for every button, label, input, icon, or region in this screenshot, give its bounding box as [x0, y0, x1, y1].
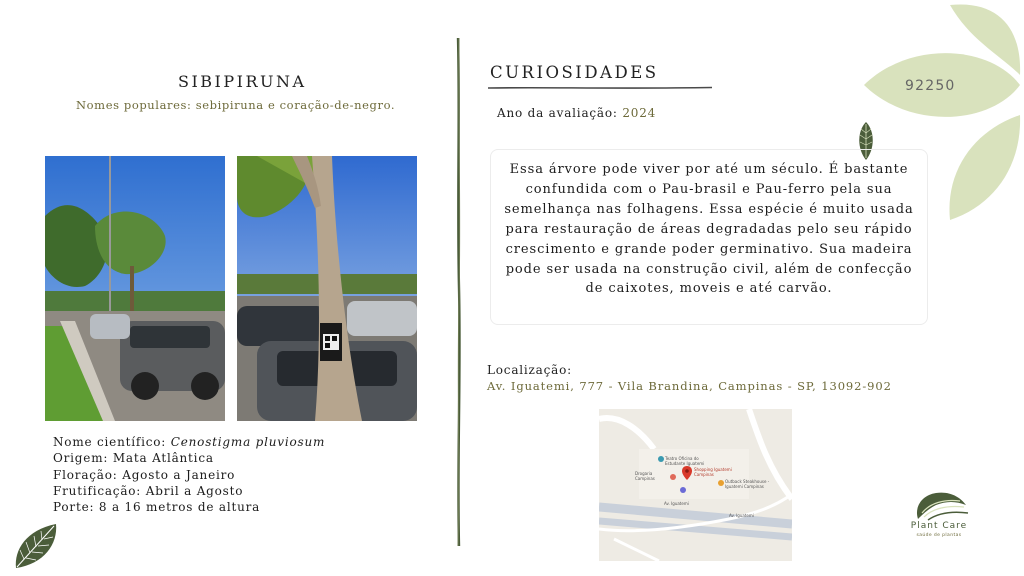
- map-label-theatre: Teatro Oficina do Estudante Iguatemi: [665, 456, 705, 466]
- evaluation-year-label: Ano da avaliação:: [497, 106, 623, 120]
- map-label-road-2: Av. Iguatemi: [729, 513, 754, 518]
- fruiting-row: Frutificação: Abril a Agosto: [53, 483, 244, 498]
- evaluation-year-value: 2024: [622, 106, 657, 120]
- map-label-road-1: Av. Iguatemi: [664, 501, 689, 506]
- brand-tagline: saúde de plantas: [916, 533, 962, 538]
- location-address: Av. Iguatemi, 777 - Vila Brandina, Campinas - SP, 13092-902: [487, 379, 892, 393]
- popular-names: Nomes populares: sebipiruna e coração-de-negro.: [76, 98, 396, 112]
- location-label: Localização:: [487, 363, 572, 377]
- brand-name: Plant Care: [910, 521, 968, 531]
- size-row: Porte: 8 a 16 metros de altura: [53, 500, 261, 515]
- vertical-divider: [454, 38, 464, 546]
- scientific-name-label: Nome científico:: [53, 435, 171, 449]
- map-label-shopping: Shopping Iguatemi Campinas: [694, 467, 732, 477]
- plant-name: SIBIPIRUNA: [178, 72, 307, 91]
- map-pin-icon[interactable]: [682, 466, 692, 480]
- curiosities-text: Essa árvore pode viver por até um século. É bastante confundida com o Pau-brasil e Pau-ferro pela sua semelhança nas folhagens. Essa espécie é muito usada para restauração de áreas degradadas pelo seu rápido crescimento e grande poder germinativo. Sua madeira pode ser usada na construção civil, além de confecção de caixotes, moveis e até carvão.: [490, 149, 928, 325]
- evaluation-year: [497, 106, 656, 120]
- location-map[interactable]: [599, 409, 792, 561]
- leaf-bottom-left-icon: [12, 522, 60, 570]
- tree-photo-trunk-qr: [237, 156, 417, 421]
- origin-row: Origem: Mata Atlântica: [53, 451, 214, 466]
- tree-id-badge: 92250: [905, 78, 956, 94]
- scientific-name: Cenostigma pluviosum: [170, 435, 326, 449]
- map-label-drogaria: Drogaria Campinas: [635, 471, 655, 481]
- map-label-outback: Outback Steakhouse - Iguatemi Campinas: [725, 479, 770, 489]
- curiosities-title: CURIOSIDADES: [490, 63, 659, 82]
- tree-photo-parking: [45, 156, 225, 421]
- plant-facts: [53, 434, 325, 515]
- title-underline: [488, 85, 712, 91]
- scientific-name-row: [53, 434, 325, 450]
- flowering-row: Floração: Agosto a Janeiro: [53, 467, 236, 482]
